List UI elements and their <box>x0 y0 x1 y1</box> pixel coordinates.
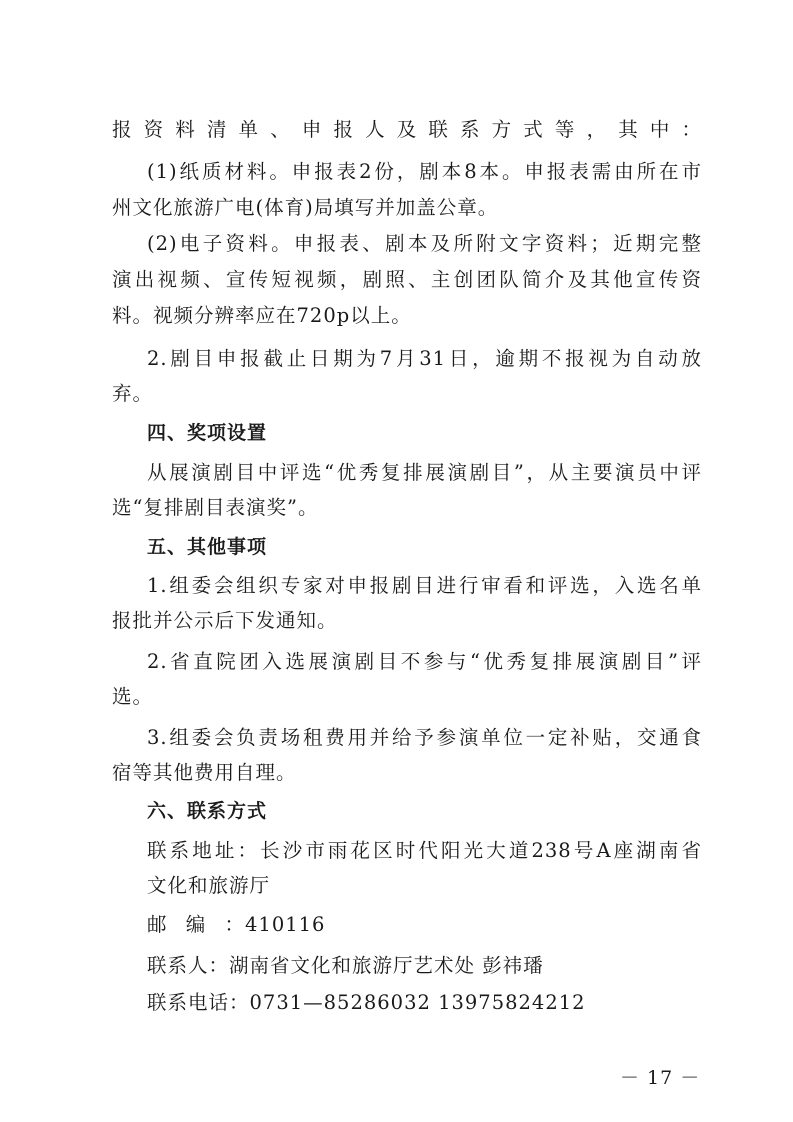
page-number: － 17 － <box>620 1067 701 1089</box>
text-line-3: 州文化旅游广电(体育)局填写并加盖公章。 <box>112 196 499 219</box>
postcode-value: 410116 <box>245 913 326 936</box>
contact-address-cont: 文化和旅游厅 <box>147 874 271 897</box>
text-line-17: 3.组委会负责场租费用并给予参演单位一定补贴，交通食 <box>147 726 702 749</box>
section-heading-contact: 六、联系方式 <box>147 800 268 822</box>
section-heading-awards: 四、奖项设置 <box>147 422 268 444</box>
contact-person: 联系人：湖南省文化和旅游厅艺术处 彭祎璠 <box>147 954 544 977</box>
text-line-16: 选。 <box>112 685 154 708</box>
text-line-11: 选“复排剧目表演奖”。 <box>112 496 319 519</box>
text-line-2: (1)纸质材料。申报表2份，剧本8本。申报表需由所在市 <box>147 160 702 183</box>
text-line-14: 报批并公示后下发通知。 <box>112 609 338 632</box>
postcode-label: 邮编： <box>147 913 245 936</box>
contact-address: 联系地址：长沙市雨花区时代阳光大道238号A座湖南省 <box>147 839 702 862</box>
text-line-13: 1.组委会组织专家对申报剧目进行审看和评选，入选名单 <box>147 574 702 597</box>
contact-postcode <box>147 911 702 939</box>
text-line-7: 2.剧目申报截止日期为7月31日，逾期不报视为自动放 <box>147 347 702 370</box>
text-line-1: 报资料清单、申报人及联系方式等，其中： <box>112 118 702 141</box>
text-line-6: 料。视频分辨率应在720p以上。 <box>112 304 412 327</box>
text-line-8: 弃。 <box>112 382 154 405</box>
text-line-5: 演出视频、宣传短视频，剧照、主创团队简介及其他宣传资 <box>112 268 702 291</box>
section-heading-other: 五、其他事项 <box>147 536 268 558</box>
contact-phone: 联系电话：0731—85286032 13975824212 <box>147 991 586 1014</box>
text-line-18: 宿等其他费用自理。 <box>112 761 297 784</box>
text-line-15: 2.省直院团入选展演剧目不参与“优秀复排展演剧目”评 <box>147 650 702 673</box>
text-line-4: (2)电子资料。申报表、剧本及所附文字资料；近期完整 <box>147 232 702 255</box>
text-line-10: 从展演剧目中评选“优秀复排展演剧目”，从主要演员中评 <box>147 461 702 484</box>
